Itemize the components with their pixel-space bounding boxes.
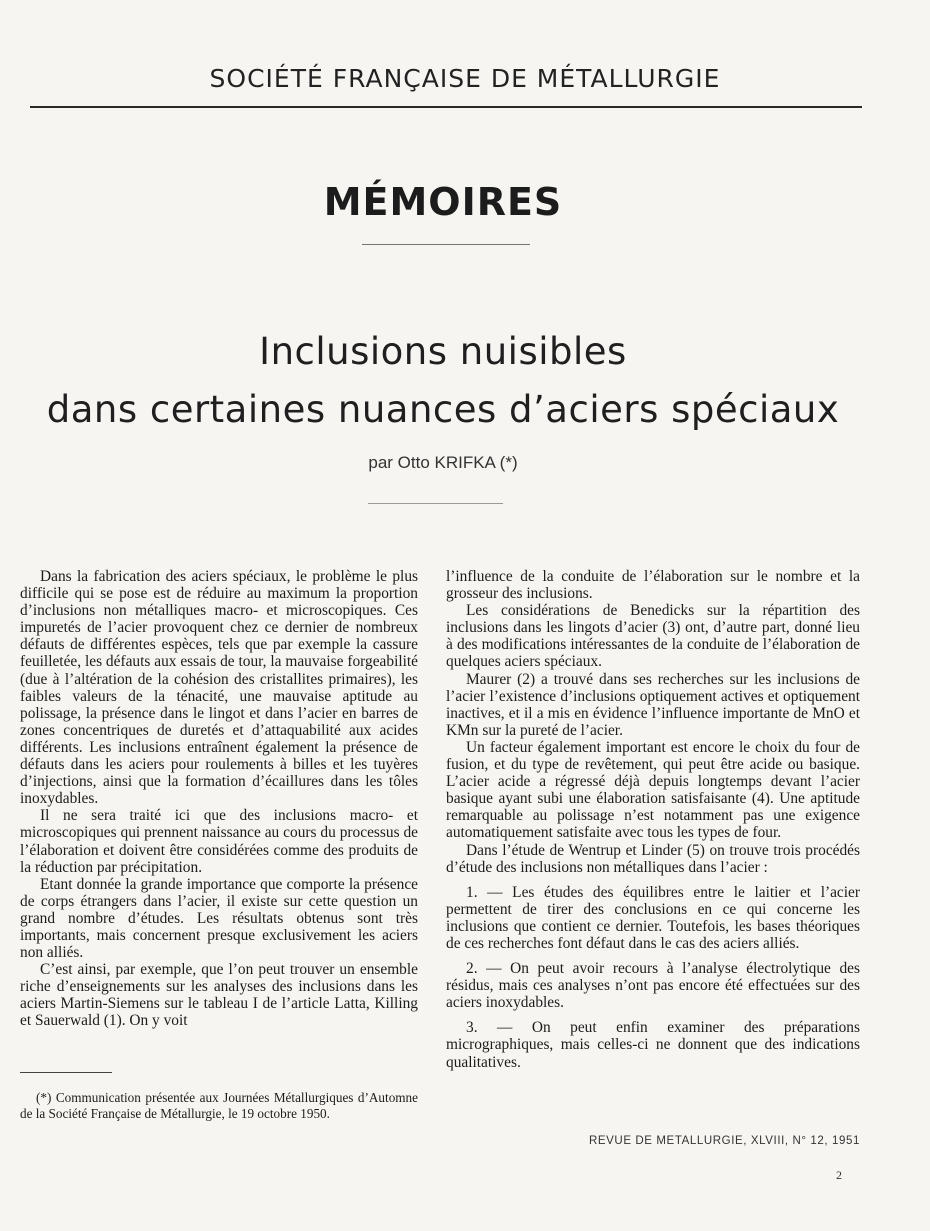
paragraph: Un facteur également important est encore le choix du four de fusion, et du type de revêtement, qui peut être acide ou basique. L’acier acide a régressé déjà depuis longtemps devant l’acier basique ayant subi une élaboration satisfaisante (4). Une aptitude remarquable au polissage n’est notamment pas une exigence automatiquement satisfaite avec tous les types de four. <box>446 738 860 842</box>
header-rule <box>30 106 862 108</box>
paragraph: Dans l’étude de Wentrup et Linder (5) on trouve trois procédés d’étude des inclusions non métalliques dans l’acier : <box>446 841 860 876</box>
paragraph: l’influence de la conduite de l’élaboration sur le nombre et la grosseur des inclusions. <box>446 568 860 603</box>
paragraph: C’est ainsi, par exemple, que l’on peut trouver un ensemble riche d’enseignements sur les analyses des inclusions dans les aciers Martin-Siemens sur le tableau I de l’article Latta, Killing et Sauerwald (1). On y voit <box>20 961 418 1030</box>
paragraph: Les considérations de Benedicks sur la répartition des inclusions dans les lingots d’acier (3) ont, d’autre part, donné lieu à des modifications intéressantes de la conduite de l’élaboration de quelques aciers spéciaux. <box>446 602 860 671</box>
section-rule <box>362 244 530 245</box>
article-title-line-2: dans certaines nuances d’aciers spéciaux <box>46 388 840 431</box>
paragraph: Il ne sera traité ici que des inclusions macro- et microscopiques qui prennent naissance au cours du processus de l’élaboration et doivent être considérées comme des produits de la réduction par précipitation. <box>20 807 418 876</box>
author-rule <box>368 503 503 504</box>
body-column-right <box>446 568 860 1071</box>
paragraph: Etant donnée la grande importance que comporte la présence de corps étrangers dans l’acier, il existe sur cette question un grand nombre d’études. Les résultats obtenus sont très importants, mais concernent presque exclusivement les aciers non alliés. <box>20 875 418 962</box>
article-author: par Otto KRIFKA (*) <box>368 453 518 472</box>
list-item: 1. — Les études des équilibres entre le laitier et l’acier permettent de tirer des conclusions en ce qui concerne les inclusions que contient ce dernier. Toutefois, les bases théoriques de ces recherches font défaut dans le cas des aciers alliés. <box>446 883 860 952</box>
society-header: SOCIÉTÉ FRANÇAISE DE MÉTALLURGIE <box>209 64 721 93</box>
footnote: (*) Communication présentée aux Journées Métallurgiques d’Automne de la Société Française de Métallurgie, le 19 octobre 1950. <box>20 1090 418 1121</box>
list-item: 3. — On peut enfin examiner des préparations micrographiques, mais celles-ci ne donnent que des indications qualitatives. <box>446 1019 860 1071</box>
body-column-left <box>20 568 418 1030</box>
paragraph: Maurer (2) a trouvé dans ses recherches sur les inclusions de l’acier l’existence d’inclusions optiquement actives et optiquement inactives, et il a mis en évidence l’influence importante de MnO et KMn sur la pureté de l’acier. <box>446 670 860 739</box>
footnote-rule <box>20 1072 112 1073</box>
journal-reference: REVUE DE METALLURGIE, XLVIII, N° 12, 1951 <box>588 1135 860 1147</box>
list-item: 2. — On peut avoir recours à l’analyse électrolytique des résidus, mais ces analyses n’ont pas encore été effectuées sur des aciers inoxydables. <box>446 960 860 1012</box>
paragraph: Dans la fabrication des aciers spéciaux, le problème le plus difficile qui se pose est de réduire au maximum la proportion d’inclusions non métalliques macro- et microscopiques. Ces impuretés de l’acier provoquent chez ce dernier de nombreux défauts de différentes espèces, tels que par exemple la cassure feuilletée, les défauts aux essais de tour, la mauvaise forgeabilité (due à l’altération de la cohésion des cristallites primaires), les faibles valeurs de la ténacité, une mauvaise aptitude au polissage, la présence dans le lingot et dans l’acier en barres de zones concentriques de duretés et d’attaquabilité aux acides différents. Les inclusions entraînent également la présence de défauts dans les aciers pour roulements à billes et les tuyères d’injections, ainsi que la formation d’écaillures dans les tôles inoxydables. <box>20 568 418 808</box>
section-title: MÉMOIRES <box>323 180 563 224</box>
page-number: 2 <box>836 1168 842 1182</box>
article-title-line-1: Inclusions nuisibles <box>259 330 627 373</box>
